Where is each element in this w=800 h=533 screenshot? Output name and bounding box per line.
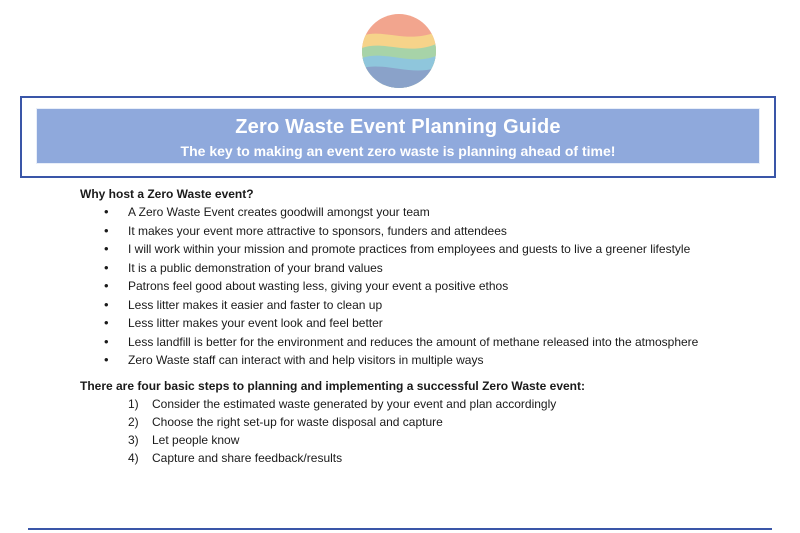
- page-subtitle: The key to making an event zero waste is planning ahead of time!: [180, 143, 616, 159]
- steps-list: [80, 396, 740, 466]
- list-item: • It makes your event more attractive to sponsors, funders and attendees: [128, 223, 740, 239]
- document-body: [80, 186, 740, 468]
- list-item: • Patrons feel good about wasting less, giving your event a positive ethos: [128, 278, 740, 294]
- title-banner: [20, 96, 776, 178]
- list-item: • Less landfill is better for the environment and reduces the amount of methane released into the atmosphere: [128, 334, 740, 350]
- step-text: Consider the estimated waste generated by your event and plan accordingly: [152, 397, 557, 411]
- bottom-divider: [28, 528, 772, 530]
- step-number: 1): [128, 397, 139, 411]
- why-list: [80, 204, 740, 368]
- step-item: [128, 450, 740, 466]
- list-item: • Less litter makes your event look and feel better: [128, 315, 740, 331]
- step-number: 2): [128, 415, 139, 429]
- list-item: • Less litter makes it easier and faster to clean up: [128, 297, 740, 313]
- rainbow-circle-logo-icon: [362, 14, 436, 88]
- steps-heading: There are four basic steps to planning and implementing a successful Zero Waste event:: [80, 379, 586, 393]
- list-item: • A Zero Waste Event creates goodwill amongst your team: [128, 204, 740, 220]
- title-banner-inner: [36, 108, 760, 164]
- step-text: Choose the right set-up for waste disposal and capture: [152, 415, 443, 429]
- list-item: • I will work within your mission and promote practices from employees and guests to live a greener lifestyle: [128, 241, 740, 257]
- list-item: • It is a public demonstration of your brand values: [128, 260, 740, 276]
- step-text: Let people know: [152, 433, 240, 447]
- step-item: [128, 432, 740, 448]
- list-item: • Zero Waste staff can interact with and help visitors in multiple ways: [128, 352, 740, 368]
- step-text: Capture and share feedback/results: [152, 451, 343, 465]
- why-heading: Why host a Zero Waste event?: [80, 187, 254, 201]
- step-item: [128, 414, 740, 430]
- step-number: 4): [128, 451, 139, 465]
- step-item: [128, 396, 740, 412]
- step-number: 3): [128, 433, 139, 447]
- page-title: Zero Waste Event Planning Guide: [235, 116, 561, 138]
